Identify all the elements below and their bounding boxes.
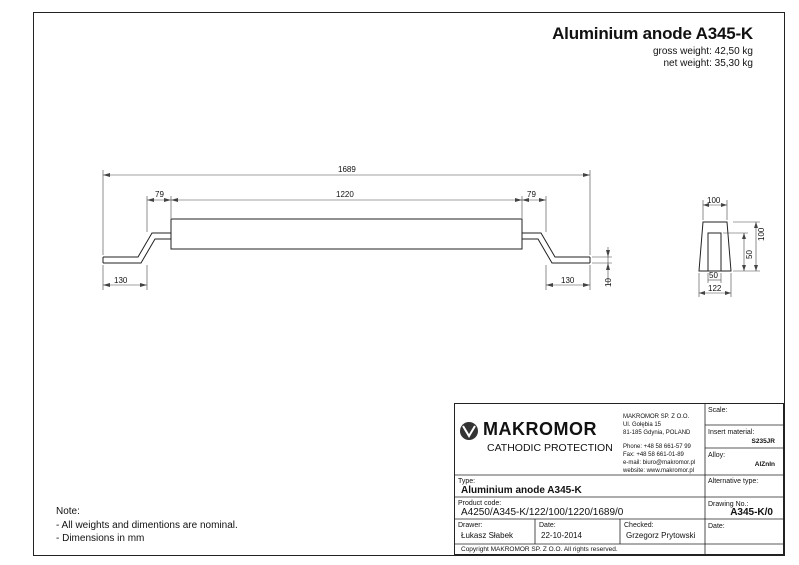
- date2-label: Date:: [708, 523, 725, 530]
- alloy-label: Alloy:: [708, 452, 726, 459]
- checked-label: Checked:: [624, 522, 654, 529]
- dim-core-left: 79: [155, 190, 164, 199]
- anode-body: [171, 219, 522, 249]
- company-email[interactable]: e-mail: biuro@makromor.pl: [623, 460, 696, 466]
- drawing-title: Aluminium anode A345-K: [552, 24, 753, 43]
- dim-body-length: 1220: [336, 190, 354, 199]
- checked-value: Grzegorz Prytowski: [626, 531, 696, 540]
- dim-core-right: 79: [527, 190, 536, 199]
- makromor-logo-icon: [460, 422, 478, 440]
- type-label: Type:: [458, 478, 476, 485]
- insert-material-label: Insert material:: [708, 429, 755, 436]
- dim-foot-right: 130: [561, 276, 575, 285]
- alloy-value: AlZnIn: [754, 461, 775, 468]
- date1-value: 22-10-2014: [541, 531, 582, 540]
- core-right-bottom: [522, 239, 590, 263]
- company-address: MAKROMOR SP. Z O.O. Ul. Gołębia 15 81-185 Gdynia, POLAND Phone: +48 58 661-57 99 Fax: +48 58 661-01-89 e-mail: biuro@makromor.pl website: www.makromor.pl: [623, 414, 696, 474]
- product-code-value: A4250/A345-K/122/100/1220/1689/0: [461, 507, 624, 518]
- core-right-top: [522, 233, 590, 257]
- drawing-number-value: A345-K/0: [730, 507, 773, 518]
- company-website[interactable]: website: www.makromor.pl: [623, 468, 695, 474]
- net-weight: net weight: 35,30 kg: [663, 58, 753, 69]
- date1-label: Date:: [539, 522, 556, 529]
- company-subtitle: CATHODIC PROTECTION: [487, 442, 613, 454]
- product-code-label: Product code:: [458, 500, 502, 507]
- gross-weight: gross weight: 42,50 kg: [652, 46, 753, 57]
- insert-material-value: S235JR: [751, 438, 775, 445]
- dim-foot-left: 130: [114, 276, 128, 285]
- notes-line-2: - Dimensions in mm: [56, 533, 145, 544]
- copyright-notice: Copyright MAKROMOR SP. Z O.O. All rights reserved.: [461, 546, 618, 553]
- core-left-bottom: [103, 239, 171, 263]
- title-block: [454, 403, 784, 555]
- drawer-value: Łukasz Słabek: [461, 531, 514, 540]
- core-left-top: [103, 233, 171, 257]
- drawing-number-label: Drawing No.:: [708, 501, 749, 508]
- dim-section-slot-width: 50: [709, 271, 718, 280]
- notes-line-1: - All weights and dimentions are nominal.: [56, 520, 238, 531]
- dim-section-height: 100: [757, 227, 766, 241]
- alternative-type-label: Alternative type:: [708, 478, 759, 485]
- dim-thickness: 10: [604, 278, 613, 287]
- type-value: Aluminium anode A345-K: [461, 485, 582, 496]
- notes-heading: Note:: [56, 506, 80, 517]
- dim-section-base-width: 122: [708, 284, 722, 293]
- dim-section-top-width: 100: [707, 196, 721, 205]
- anode-cross-section: [699, 222, 731, 271]
- dim-total-length: 1689: [338, 165, 356, 174]
- company-name: MAKROMOR: [483, 419, 597, 439]
- scale-label: Scale:: [708, 407, 728, 414]
- drawer-label: Drawer:: [458, 522, 483, 529]
- dim-section-slot-height: 50: [745, 250, 754, 259]
